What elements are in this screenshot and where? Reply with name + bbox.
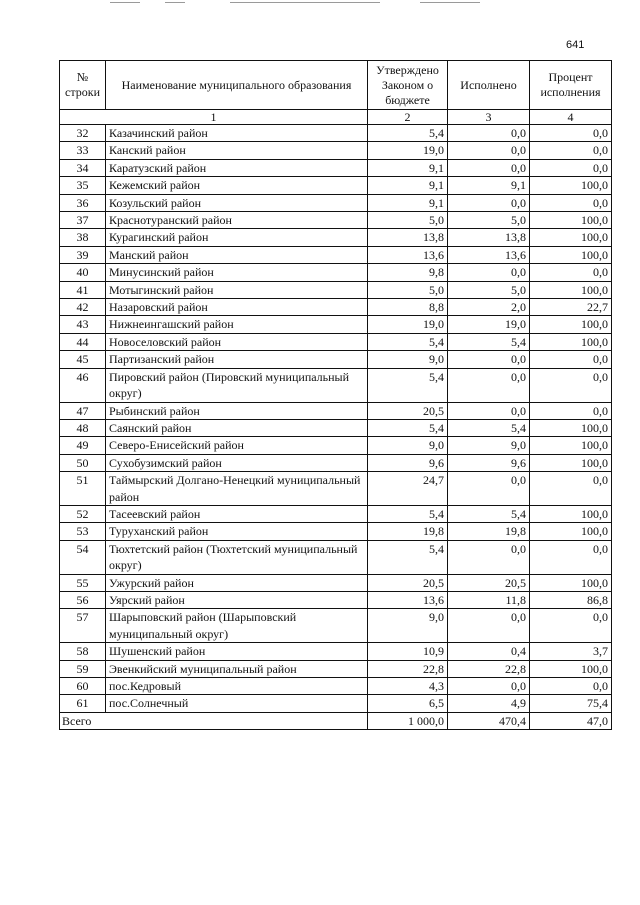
header-row-number: № строки <box>60 61 106 110</box>
percent-cell: 0,0 <box>530 678 612 695</box>
row-number-cell: 41 <box>60 281 106 298</box>
table-row <box>60 540 612 574</box>
table-row <box>60 177 612 194</box>
row-number-cell: 46 <box>60 368 106 402</box>
row-number-cell: 40 <box>60 264 106 281</box>
percent-cell: 0,0 <box>530 402 612 419</box>
scan-artifact-line <box>230 2 380 3</box>
table-row <box>60 678 612 695</box>
executed-cell: 5,0 <box>448 212 530 229</box>
table-row <box>60 402 612 419</box>
approved-cell: 5,4 <box>368 540 448 574</box>
executed-cell: 0,0 <box>448 159 530 176</box>
approved-cell: 9,0 <box>368 437 448 454</box>
municipality-name-cell: Курагинский район <box>106 229 368 246</box>
column-number: 3 <box>448 110 530 125</box>
table-row <box>60 159 612 176</box>
executed-cell: 11,8 <box>448 591 530 608</box>
scan-artifact-line <box>165 2 185 3</box>
approved-cell: 13,6 <box>368 591 448 608</box>
table-row <box>60 643 612 660</box>
row-number-cell: 60 <box>60 678 106 695</box>
row-number-cell: 33 <box>60 142 106 159</box>
scan-artifact-line <box>110 2 140 3</box>
executed-cell: 5,4 <box>448 505 530 522</box>
executed-cell: 19,0 <box>448 316 530 333</box>
percent-cell: 100,0 <box>530 574 612 591</box>
executed-cell: 5,4 <box>448 333 530 350</box>
column-number: 4 <box>530 110 612 125</box>
table-row <box>60 229 612 246</box>
municipality-name-cell: Ужурский район <box>106 574 368 591</box>
executed-cell: 2,0 <box>448 299 530 316</box>
percent-cell: 0,0 <box>530 368 612 402</box>
percent-cell: 100,0 <box>530 523 612 540</box>
percent-cell: 100,0 <box>530 229 612 246</box>
table-row <box>60 523 612 540</box>
row-number-cell: 39 <box>60 246 106 263</box>
table-row <box>60 505 612 522</box>
executed-cell: 5,0 <box>448 281 530 298</box>
percent-cell: 100,0 <box>530 246 612 263</box>
percent-cell: 0,0 <box>530 264 612 281</box>
total-approved: 1 000,0 <box>368 712 448 729</box>
approved-cell: 5,0 <box>368 281 448 298</box>
total-row <box>60 712 612 729</box>
municipality-name-cell: Уярский район <box>106 591 368 608</box>
approved-cell: 24,7 <box>368 472 448 506</box>
executed-cell: 0,0 <box>448 609 530 643</box>
executed-cell: 9,1 <box>448 177 530 194</box>
executed-cell: 0,0 <box>448 368 530 402</box>
percent-cell: 100,0 <box>530 316 612 333</box>
municipality-name-cell: пос.Кедровый <box>106 678 368 695</box>
percent-cell: 0,0 <box>530 540 612 574</box>
executed-cell: 20,5 <box>448 574 530 591</box>
percent-cell: 75,4 <box>530 695 612 712</box>
approved-cell: 9,8 <box>368 264 448 281</box>
table-row <box>60 333 612 350</box>
municipality-name-cell: Нижнеингашский район <box>106 316 368 333</box>
municipality-name-cell: Козульский район <box>106 194 368 211</box>
percent-cell: 100,0 <box>530 505 612 522</box>
table-row <box>60 591 612 608</box>
municipality-name-cell: Тасеевский район <box>106 505 368 522</box>
header-percent: Процент исполнения <box>530 61 612 110</box>
approved-cell: 9,1 <box>368 194 448 211</box>
table-row <box>60 264 612 281</box>
percent-cell: 100,0 <box>530 281 612 298</box>
municipality-name-cell: Саянский район <box>106 419 368 436</box>
municipality-name-cell: Северо-Енисейский район <box>106 437 368 454</box>
column-number: 2 <box>368 110 448 125</box>
total-executed: 470,4 <box>448 712 530 729</box>
scan-artifact-line <box>420 2 480 3</box>
percent-cell: 22,7 <box>530 299 612 316</box>
executed-cell: 13,8 <box>448 229 530 246</box>
row-number-cell: 32 <box>60 125 106 142</box>
approved-cell: 5,4 <box>368 333 448 350</box>
total-label: Всего <box>60 712 368 729</box>
municipality-name-cell: Таймырский Долгано-Ненецкий муниципальный район <box>106 472 368 506</box>
percent-cell: 0,0 <box>530 125 612 142</box>
row-number-cell: 52 <box>60 505 106 522</box>
table-row <box>60 194 612 211</box>
municipality-name-cell: Шушенский район <box>106 643 368 660</box>
municipality-name-cell: Мотыгинский район <box>106 281 368 298</box>
row-number-cell: 44 <box>60 333 106 350</box>
table-row <box>60 609 612 643</box>
executed-cell: 0,4 <box>448 643 530 660</box>
municipality-name-cell: Каратузский район <box>106 159 368 176</box>
table-row <box>60 368 612 402</box>
approved-cell: 13,6 <box>368 246 448 263</box>
executed-cell: 19,8 <box>448 523 530 540</box>
percent-cell: 100,0 <box>530 660 612 677</box>
executed-cell: 13,6 <box>448 246 530 263</box>
table-row <box>60 316 612 333</box>
executed-cell: 0,0 <box>448 125 530 142</box>
municipality-name-cell: Тюхтетский район (Тюхтетский муниципальный округ) <box>106 540 368 574</box>
row-number-cell: 34 <box>60 159 106 176</box>
percent-cell: 100,0 <box>530 419 612 436</box>
row-number-cell: 57 <box>60 609 106 643</box>
table-header-row <box>60 61 612 110</box>
municipality-name-cell: Новоселовский район <box>106 333 368 350</box>
approved-cell: 6,5 <box>368 695 448 712</box>
row-number-cell: 36 <box>60 194 106 211</box>
row-number-cell: 56 <box>60 591 106 608</box>
row-number-cell: 50 <box>60 454 106 471</box>
table-row <box>60 299 612 316</box>
table-row <box>60 472 612 506</box>
row-number-cell: 53 <box>60 523 106 540</box>
approved-cell: 9,1 <box>368 177 448 194</box>
approved-cell: 5,0 <box>368 212 448 229</box>
executed-cell: 0,0 <box>448 540 530 574</box>
percent-cell: 0,0 <box>530 194 612 211</box>
table-row <box>60 125 612 142</box>
row-number-cell: 58 <box>60 643 106 660</box>
table-row <box>60 454 612 471</box>
executed-cell: 0,0 <box>448 264 530 281</box>
table-row <box>60 437 612 454</box>
approved-cell: 8,8 <box>368 299 448 316</box>
percent-cell: 0,0 <box>530 142 612 159</box>
municipality-name-cell: Минусинский район <box>106 264 368 281</box>
executed-cell: 4,9 <box>448 695 530 712</box>
header-approved: Утверждено Законом о бюджете <box>368 61 448 110</box>
row-number-cell: 47 <box>60 402 106 419</box>
percent-cell: 100,0 <box>530 454 612 471</box>
row-number-cell: 42 <box>60 299 106 316</box>
table-row <box>60 281 612 298</box>
municipality-name-cell: Манский район <box>106 246 368 263</box>
executed-cell: 0,0 <box>448 678 530 695</box>
row-number-cell: 61 <box>60 695 106 712</box>
percent-cell: 100,0 <box>530 437 612 454</box>
row-number-cell: 37 <box>60 212 106 229</box>
approved-cell: 5,4 <box>368 419 448 436</box>
municipality-name-cell: Эвенкийский муниципальный район <box>106 660 368 677</box>
row-number-cell: 54 <box>60 540 106 574</box>
table-row <box>60 142 612 159</box>
municipality-name-cell: Канский район <box>106 142 368 159</box>
table-row <box>60 419 612 436</box>
budget-execution-table <box>59 60 612 730</box>
municipality-name-cell: Кежемский район <box>106 177 368 194</box>
approved-cell: 5,4 <box>368 125 448 142</box>
row-number-cell: 59 <box>60 660 106 677</box>
municipality-name-cell: Казачинский район <box>106 125 368 142</box>
approved-cell: 22,8 <box>368 660 448 677</box>
executed-cell: 5,4 <box>448 419 530 436</box>
approved-cell: 5,4 <box>368 368 448 402</box>
approved-cell: 20,5 <box>368 402 448 419</box>
municipality-name-cell: Пировский район (Пировский муниципальный округ) <box>106 368 368 402</box>
percent-cell: 0,0 <box>530 351 612 368</box>
approved-cell: 13,8 <box>368 229 448 246</box>
municipality-name-cell: Сухобузимский район <box>106 454 368 471</box>
approved-cell: 20,5 <box>368 574 448 591</box>
row-number-cell: 45 <box>60 351 106 368</box>
executed-cell: 22,8 <box>448 660 530 677</box>
municipality-name-cell: Туруханский район <box>106 523 368 540</box>
row-number-cell: 55 <box>60 574 106 591</box>
percent-cell: 0,0 <box>530 159 612 176</box>
table-row <box>60 695 612 712</box>
municipality-name-cell: Шарыповский район (Шарыповский муниципальный округ) <box>106 609 368 643</box>
executed-cell: 0,0 <box>448 402 530 419</box>
percent-cell: 100,0 <box>530 177 612 194</box>
row-number-cell: 49 <box>60 437 106 454</box>
approved-cell: 9,6 <box>368 454 448 471</box>
row-number-cell: 35 <box>60 177 106 194</box>
executed-cell: 0,0 <box>448 472 530 506</box>
approved-cell: 19,0 <box>368 316 448 333</box>
percent-cell: 100,0 <box>530 212 612 229</box>
percent-cell: 3,7 <box>530 643 612 660</box>
approved-cell: 9,0 <box>368 609 448 643</box>
executed-cell: 9,0 <box>448 437 530 454</box>
row-number-cell: 43 <box>60 316 106 333</box>
executed-cell: 0,0 <box>448 142 530 159</box>
executed-cell: 9,6 <box>448 454 530 471</box>
approved-cell: 10,9 <box>368 643 448 660</box>
executed-cell: 0,0 <box>448 194 530 211</box>
percent-cell: 0,0 <box>530 609 612 643</box>
row-number-cell: 48 <box>60 419 106 436</box>
municipality-name-cell: Назаровский район <box>106 299 368 316</box>
approved-cell: 19,8 <box>368 523 448 540</box>
table-row <box>60 212 612 229</box>
approved-cell: 4,3 <box>368 678 448 695</box>
percent-cell: 100,0 <box>530 333 612 350</box>
municipality-name-cell: Партизанский район <box>106 351 368 368</box>
municipality-name-cell: пос.Солнечный <box>106 695 368 712</box>
row-number-cell: 38 <box>60 229 106 246</box>
column-numbers-row <box>60 110 612 125</box>
row-number-cell: 51 <box>60 472 106 506</box>
executed-cell: 0,0 <box>448 351 530 368</box>
header-executed: Исполнено <box>448 61 530 110</box>
approved-cell: 9,0 <box>368 351 448 368</box>
header-name: Наименование муниципального образования <box>106 61 368 110</box>
municipality-name-cell: Краснотуранский район <box>106 212 368 229</box>
table-row <box>60 574 612 591</box>
municipality-name-cell: Рыбинский район <box>106 402 368 419</box>
table-row <box>60 351 612 368</box>
percent-cell: 86,8 <box>530 591 612 608</box>
approved-cell: 5,4 <box>368 505 448 522</box>
table-row <box>60 246 612 263</box>
percent-cell: 0,0 <box>530 472 612 506</box>
approved-cell: 9,1 <box>368 159 448 176</box>
table-row <box>60 660 612 677</box>
total-percent: 47,0 <box>530 712 612 729</box>
page-number: 641 <box>566 39 585 51</box>
approved-cell: 19,0 <box>368 142 448 159</box>
column-number: 1 <box>60 110 368 125</box>
